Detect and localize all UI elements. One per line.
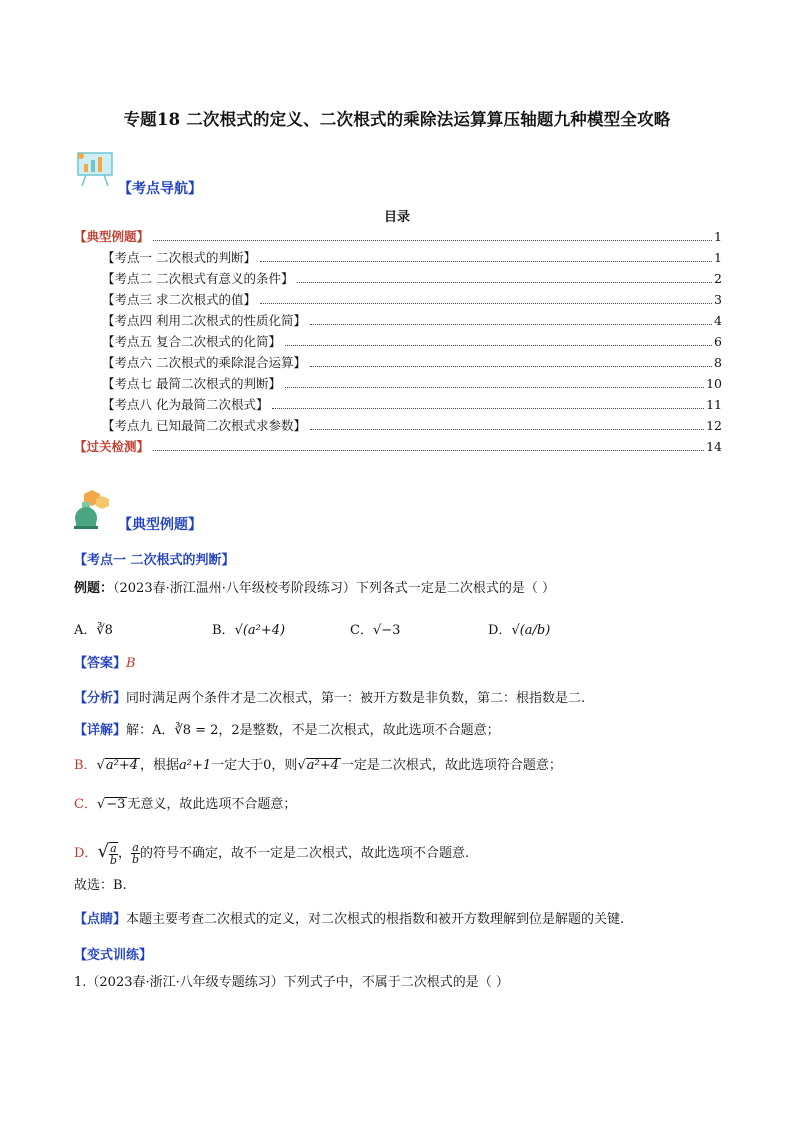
toc-row[interactable] [102,290,722,308]
comment-line [74,911,624,929]
detail-b-mid2: 一定大于0，则 [211,758,298,773]
toc-label: 【考点八 化为最简二次根式】 [102,397,269,412]
toc-label: 【考点四 利用二次根式的性质化简】 [102,313,306,328]
toc-page: 8 [714,355,722,370]
toc-label: 【考点九 已知最简二次根式求参数】 [102,418,306,433]
nav-heading: 【考点导航】 [118,181,202,197]
toc-leader [310,366,712,367]
answer-tag: 【答案】 [74,656,127,671]
option-b-label: B． [212,623,235,638]
answer-value: B [126,656,136,671]
toc-row[interactable] [102,332,722,350]
detail-line-a [74,722,500,740]
toc-page: 4 [714,313,722,328]
detail-b-expr2: a²+1 [179,758,212,773]
detail-d-expr2: $\frac{a}{b}$ [131,841,140,866]
detail-tag: 【详解】 [74,723,127,738]
toc-row[interactable] [102,374,722,392]
toc-leader [260,261,712,262]
detail-a-post: ，2是整数，不是二次根式，故此选项不合题意； [218,723,500,738]
toc-label: 【考点七 最简二次根式的判断】 [102,376,281,391]
toc-leader [153,240,712,241]
detail-line-d: D．√ $\frac{a}{b}$ ， $\frac{a}{b}$ 的符号不确定，故不一定是二次根式，故此选项不合题意. [74,841,470,867]
option-a-label: A． [74,623,97,638]
toc-row[interactable] [74,437,722,455]
analysis-tag: 【分析】 [74,691,127,706]
option-d-value: √(a/b) [511,623,551,638]
question-1: 1.（2023春·浙江·八年级专题练习）下列式子中，不属于二次根式的是（ ） [74,975,509,990]
option-b-value: √(a²+4) [234,623,286,638]
toc-page: 10 [706,376,722,391]
toc-row[interactable] [102,269,722,287]
toc-label: 【过关检测】 [74,439,150,454]
option-d-label: D． [488,623,512,638]
detail-line-b [74,757,562,775]
topic-heading: 【考点一 二次根式的判断】 [74,553,235,568]
toc-page: 12 [706,418,722,433]
analysis-line [74,690,585,708]
toc-row[interactable] [102,248,722,266]
toc-heading: 目录 [383,210,410,225]
toc-page: 2 [714,271,722,286]
detail-line-c [74,796,296,814]
toc-leader [153,450,704,451]
section-heading-examples: 【典型例题】 [118,517,202,533]
toc-leader [297,282,712,283]
toc-page: 14 [706,439,722,454]
comment-tag: 【点睛】 [74,912,127,927]
detail-a-pre: 解：A． [126,723,175,738]
detail-b-label: B． [74,758,97,773]
toc-leader [310,324,712,325]
presentation-board-icon [74,150,118,188]
toc-page: 1 [714,229,722,244]
comment-text: 本题主要考查二次根式的定义，对二次根式的根指数和被开方数理解到位是解题的关键. [126,912,625,927]
toc-label: 【考点三 求二次根式的值】 [102,292,256,307]
toc-row[interactable] [102,311,722,329]
toc-label: 【考点五 复合二次根式的化简】 [102,334,281,349]
analysis-text: 同时满足两个条件才是二次根式，第一：被开方数是非负数，第二：根指数是二. [126,691,586,706]
variant-heading: 【变式训练】 [74,948,153,963]
toc-row[interactable] [102,353,722,371]
toc-row[interactable] [102,416,722,434]
detail-b-post: 一定是二次根式，故此选项符合题意； [340,758,562,773]
toc-label: 【考点六 二次根式的乘除混合运算】 [102,355,306,370]
flask-icon [70,488,116,530]
toc-leader [260,303,712,304]
option-c-label: C． [350,623,373,638]
toc-page: 1 [714,250,722,265]
page-title: 专题18 二次根式的定义、二次根式的乘除法运算算压轴题九种模型全攻略 [123,110,671,129]
toc-label: 【考点一 二次根式的判断】 [102,250,256,265]
toc-label: 【典型例题】 [74,229,150,244]
toc-leader [285,387,704,388]
toc-leader [310,429,704,430]
option-d[interactable] [488,619,550,638]
toc-page: 11 [706,397,722,412]
example-text: （2023春·浙江温州·八年级校考阶段练习）下列各式一定是二次根式的是（ ） [113,581,555,596]
detail-c-post: 无意义，故此选项不合题意； [127,797,297,812]
detail-b-expr3: √a²+4 [297,758,339,773]
toc-page: 3 [714,292,722,307]
detail-c-expr: √−3 [96,797,126,812]
toc-label: 【考点二 二次根式有意义的条件】 [102,271,294,286]
detail-d-post: 的符号不确定，故不一定是二次根式，故此选项不合题意. [140,846,470,861]
option-a[interactable] [74,619,113,638]
detail-c-label: C． [74,797,97,812]
answer-line [74,655,136,673]
toc-page: 6 [714,334,722,349]
detail-d-label: D． [74,846,98,861]
toc-row[interactable] [74,227,722,245]
toc-leader [285,345,712,346]
detail-conclusion: 故选：B. [74,878,127,893]
option-b[interactable] [212,619,285,638]
example-prefix: 例题： [74,581,114,596]
detail-d-expr1: √ $\frac{a}{b}$ [97,841,117,867]
toc-leader [272,408,704,409]
toc-row[interactable] [102,395,722,413]
example-question [74,580,555,598]
option-a-value: ∛8 [96,623,113,638]
detail-a-expr: ∛8 = 2 [174,723,219,738]
detail-b-mid1: ，根据 [140,758,180,773]
option-c-value: √−3 [372,623,401,638]
detail-b-expr1: √a²+4 [96,758,138,773]
option-c[interactable] [350,619,400,638]
